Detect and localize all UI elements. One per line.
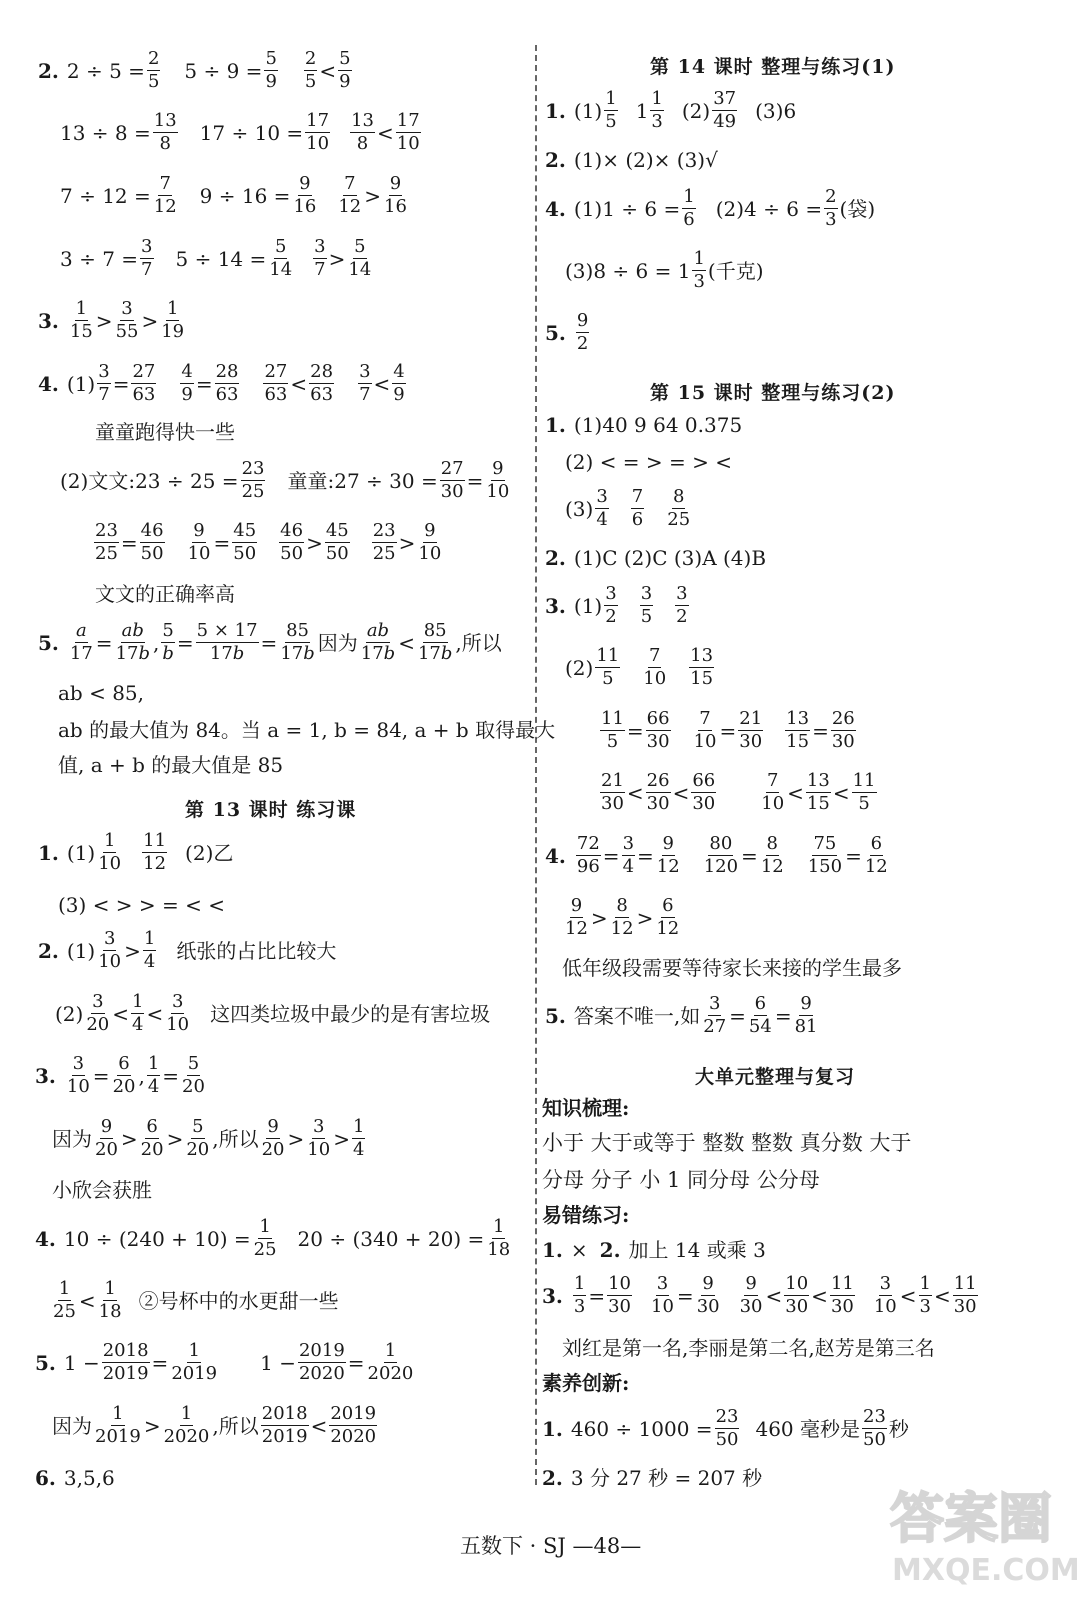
innovation-1: 1. 460 ÷ 1000 = $\frac{23}{50}$ 460 毫秒是 $\frac{23}{50}$ 秒 [542,1406,909,1450]
q13-3-line2: 因为 $\frac{9}{20}$ > $\frac{6}{20}$ > $\frac{5}{20}$ ,所以 $\frac{9}{20}$ > $\frac{3}{10}$ > $\frac{1}{4}$ [52,1116,365,1160]
s1-line1: 1. (1)40 9 64 0.375 [545,413,743,437]
lesson-13-title: 第 13 课时 练习课 [185,799,357,821]
r4-line1: 4. (1)1 ÷ 6 = $\frac{1}{6}$ (2)4 ÷ 6 = $\frac{2}{3}$ (袋) [545,186,876,230]
lesson-14-title: 第 14 课时 整理与练习(1) [650,56,896,78]
mistake-line4: 刘红是第一名,李丽是第二名,赵芳是第三名 [562,1336,935,1360]
s4-line1: 4. $\frac{72}{96}$ = $\frac{3}{4}$ = $\frac{9}{12}$ $\frac{80}{120}$ = $\frac{8}{12}$ $\frac{75}{150}$ = $\frac{6}{12}$ [545,833,888,877]
mistake-line3: 3. $\frac{1}{3}$ = $\frac{10}{30}$ $\frac{3}{10}$ = $\frac{9}{30}$ $\frac{9}{30}$ < $\frac{10}{30}$ < $\frac{11}{30}$ $\frac{3}{10}$ < $\frac{1}{3}$ < $\frac{11}{30}$ [542,1273,977,1317]
q4-text2: 文文的正确率高 [95,582,235,606]
q13-1-line1: 1. (1) $\frac{1}{10}$ $\frac{11}{12}$ (2)乙 [38,830,234,874]
r2: 2. (1)× (2)× (3)√ [545,148,718,172]
q2-row1: 2. 2 ÷ 5 = $\frac{2}{5}$ 5 ÷ 9 = $\frac{5}{9}$ $\frac{2}{5}$ < $\frac{5}{9}$ [38,48,351,92]
innovation-2: 2. 3 分 27 秒 = 207 秒 [542,1466,763,1490]
q13-5-line2: 因为 $\frac{1}{2019}$ > $\frac{1}{2020}$ ,所以 $\frac{2018}{2019}$ < $\frac{2019}{2020}$ [52,1403,377,1447]
r1: 1. (1) $\frac{1}{5}$ 1 $\frac{1}{3}$ (2) $\frac{37}{49}$ (3)6 [545,88,797,132]
s2: 2. (1)C (2)C (3)A (4)B [545,546,767,570]
q13-1-line2: (3) < > > = < < [58,893,226,917]
watermark-logo [880,1475,1080,1590]
q5-line2: ab < 85, [58,681,145,705]
watermark-url: MXQE.COM [892,1553,1080,1588]
page-footer: 五数下 · SJ —48— [460,1534,642,1558]
q13-3-line1: 3. $\frac{3}{10}$ = $\frac{6}{20}$ , $\frac{1}{4}$ = $\frac{5}{20}$ [35,1053,205,1097]
mistake-line1: 1. × 2. 加上 14 或乘 3 [542,1238,766,1262]
s3-line2: (2) $\frac{11}{5}$ $\frac{7}{10}$ $\frac{13}{15}$ [565,645,714,689]
s4-line2: $\frac{9}{12}$ > $\frac{8}{12}$ > $\frac{6}{12}$ [565,895,680,939]
s3-line4: $\frac{21}{30}$ < $\frac{26}{30}$ < $\frac{66}{30}$ $\frac{7}{10}$ < $\frac{13}{15}$ < $\frac{11}{5}$ [601,770,876,814]
q5-line4: 值, a + b 的最大值是 85 [58,753,284,777]
q13-2-line1: 2. (1) $\frac{3}{10}$ > $\frac{1}{4}$ 纸张的占比比较大 [38,928,337,972]
q5-line3: ab 的最大值为 84。当 a = 1, b = 84, a + b 取得最大 [58,718,556,742]
q13-3-line3: 小欣会获胜 [52,1178,152,1202]
s5: 5. 答案不唯一,如 $\frac{3}{27}$ = $\frac{6}{54}$ = $\frac{9}{81}$ [545,993,818,1037]
r4-line2: (3)8 ÷ 6 = 1 $\frac{1}{3}$ (千克) [565,248,764,292]
s1-line3: (3) $\frac{3}{4}$ $\frac{7}{6}$ $\frac{8}{25}$ [565,486,691,530]
fraction: $\frac{2}{5}$ [147,48,160,92]
q3: 3. $\frac{1}{15}$ > $\frac{3}{55}$ > $\frac{1}{19}$ [38,298,185,342]
q13-6: 6. 3,5,6 [35,1466,115,1490]
knowledge-line2: 分母 分子 小 1 同分母 公分母 [542,1168,820,1192]
knowledge-heading: 知识梳理: [542,1096,630,1120]
s3-line3: $\frac{11}{5}$ = $\frac{66}{30}$ $\frac{7}{10}$ = $\frac{21}{30}$ $\frac{13}{15}$ = $\frac{26}{30}$ [601,708,855,752]
q13-5-line1: 5. 1 − $\frac{2018}{2019}$ = $\frac{1}{2019}$ 1 − $\frac{2019}{2020}$ = $\frac{1}{2020}$ [35,1340,414,1384]
q2-row4: 3 ÷ 7 = $\frac{3}{7}$ 5 ÷ 14 = $\frac{5}{14}$ $\frac{3}{7}$ > $\frac{5}{14}$ [60,236,372,280]
q4-part2: (2) 文文:23 ÷ 25 = $\frac{23}{25}$ 童童:27 ÷ 30 = $\frac{27}{30}$ = $\frac{9}{10}$ [60,458,510,502]
r5: 5. $\frac{9}{2}$ [545,310,589,354]
lesson-15-title: 第 15 课时 整理与练习(2) [650,382,896,404]
mistake-heading: 易错练习: [542,1203,630,1227]
unit-review-title: 大单元整理与复习 [695,1066,856,1088]
s1-line2: (2) < = > = > < [565,450,733,474]
q13-2-line2: (2) $\frac{3}{20}$ < $\frac{1}{4}$ < $\frac{3}{10}$ 这四类垃圾中最少的是有害垃圾 [55,991,491,1035]
q13-4-line2: $\frac{1}{25}$ < $\frac{1}{18}$ ②号杯中的水更甜一些 [53,1278,339,1322]
innovation-heading: 素养创新: [542,1371,630,1395]
q4-text1: 童童跑得快一些 [95,420,235,444]
q13-4-line1: 4. 10 ÷ (240 + 10) = $\frac{1}{25}$ 20 ÷ (340 + 20) = $\frac{1}{18}$ [35,1216,511,1260]
q4-part2b: $\frac{23}{25}$ = $\frac{46}{50}$ $\frac{9}{10}$ = $\frac{45}{50}$ $\frac{46}{50}$ > $\frac{45}{50}$ $\frac{23}{25}$ > $\frac{9}{10}$ [95,520,442,564]
q4-part1: 4. (1) $\frac{3}{7}$ = $\frac{27}{63}$ $\frac{4}{9}$ = $\frac{28}{63}$ $\frac{27}{63}$ < $\frac{28}{63}$ $\frac{3}{7}$ < $\frac{4}{9}$ [38,361,405,405]
watermark-text: 答案圈 [890,1487,1052,1550]
s3-line1: 3. (1) $\frac{3}{2}$ $\frac{3}{5}$ $\frac{3}{2}$ [545,583,688,627]
q5-line1: 5. $\frac{a}{17}$ = $\frac{ab}{17b}$ , $\frac{5}{b}$ = $\frac{5 \times 17}{17b}$ = $\frac{85}{17b}$ 因为 $\frac{ab}{17b}$ < $\frac{85}{17b}$ ,所以 [38,620,502,664]
q2-row3: 7 ÷ 12 = $\frac{7}{12}$ 9 ÷ 16 = $\frac{9}{16}$ $\frac{7}{12}$ > $\frac{9}{16}$ [60,173,407,217]
q2-row2: 13 ÷ 8 = $\frac{13}{8}$ 17 ÷ 10 = $\frac{17}{10}$ $\frac{13}{8}$ < $\frac{17}{10}$ [60,110,420,154]
s4-line3: 低年级段需要等待家长来接的学生最多 [562,956,902,980]
column-divider [535,45,537,1485]
knowledge-line1: 小于 大于或等于 整数 整数 真分数 大于 [542,1131,912,1155]
